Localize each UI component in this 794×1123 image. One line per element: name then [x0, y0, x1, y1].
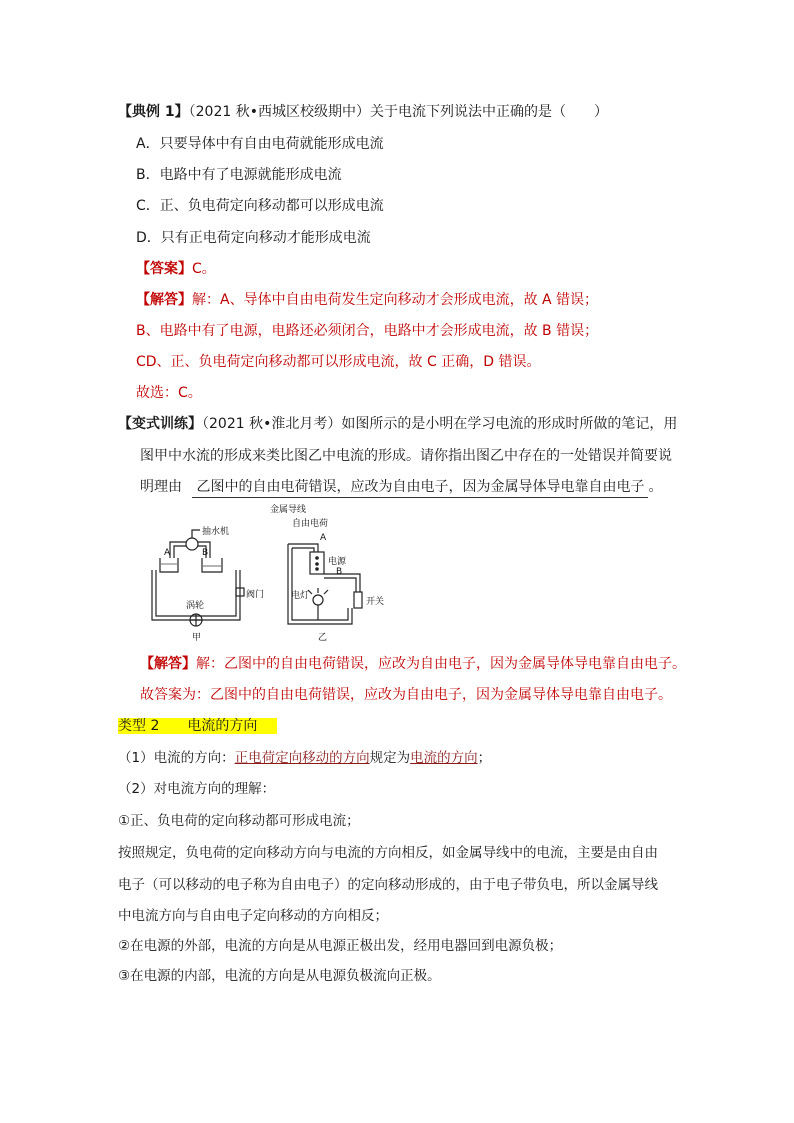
analysis-tag: 【解答】	[136, 292, 192, 308]
answer-tag: 【答案】	[136, 261, 192, 277]
option-b: B．电路中有了电源就能形成电流	[136, 167, 342, 183]
switch-label: 开关	[366, 597, 385, 607]
figure-right-caption: 乙	[318, 633, 328, 643]
charge-label: 自由电荷	[292, 519, 329, 529]
variant-analysis	[140, 654, 686, 674]
wire-label: 金属导线	[270, 505, 307, 515]
type2-p1	[118, 748, 491, 768]
answer-blank: 乙图中的自由电荷错误，应改为自由电子，因为金属导体导电靠自由电子	[192, 477, 648, 498]
lamp-label: 电灯	[291, 591, 310, 601]
p1-underlined-1: 正电荷定向移动的方向	[234, 750, 370, 766]
variant-line3-prefix: 明理由	[140, 479, 182, 495]
example1-analysis-line2: B、电路中有了电源，电路还必须闭合，电路中才会形成电流，故 B 错误；	[136, 323, 599, 339]
type2-p4a: 按照规定，负电荷的定向移动方向与电流的方向相反，如金属导线中的电流，主要是由自由	[118, 845, 658, 861]
p1-prefix: （1）电流的方向：	[118, 750, 235, 766]
type2-p5: ②在电源的外部，电流的方向是从电源正极出发，经用电器回到电源负极；	[118, 938, 563, 954]
electric-circuit-diagram	[288, 544, 362, 624]
example1-tag: 【典例 1】	[118, 104, 189, 120]
option-c: C．正、负电荷定向移动都可以形成电流	[136, 198, 384, 214]
variant-tag: 【变式训练】	[118, 416, 202, 432]
water-circuit-diagram	[152, 530, 244, 626]
type2-p4c: 中电流方向与自由电子定向移动的方向相反；	[118, 908, 388, 924]
p1-underlined-2: 电流的方向	[410, 750, 478, 766]
option-a: A．只要导体中有自由电荷就能形成电流	[136, 136, 384, 152]
variant-line3	[140, 477, 662, 498]
option-d: D．只有正电荷定向移动才能形成电流	[136, 230, 371, 246]
turbine-label: 涡轮	[186, 601, 205, 611]
example1-analysis-line1	[136, 290, 598, 310]
example1-source: （2021 秋•西城区校级期中）	[188, 104, 370, 120]
example1-question-text: 关于电流下列说法中正确的是（ ）	[369, 104, 608, 120]
analysis-text: 解：A、导体中自由电荷发生定向移动才会形成电流，故 A 错误；	[192, 292, 599, 308]
type2-p6: ③在电源的内部，电流的方向是从电源负极流向正极。	[118, 968, 441, 984]
variant-analysis-text: 解：乙图中的自由电荷错误，应改为自由电子，因为金属导体导电靠自由电子。	[196, 656, 686, 672]
variant-line3-suffix: 。	[648, 479, 663, 495]
example1-question	[118, 102, 608, 122]
type2-heading-text: 类型 2 电流的方向	[118, 718, 277, 734]
left-b-label: B	[202, 548, 209, 558]
circuit-analogy-figure	[140, 500, 390, 645]
right-b-label: B	[336, 567, 343, 577]
variant-answer: 故答案为：乙图中的自由电荷错误，应改为自由电子，因为金属导体导电靠自由电子。	[140, 687, 672, 703]
type2-heading	[118, 716, 277, 736]
source-label: 电源	[328, 557, 347, 567]
left-a-label: A	[164, 548, 171, 558]
p1-suffix: ；	[477, 750, 492, 766]
type2-p2: （2）对电流方向的理解：	[118, 781, 276, 797]
variant-text1: （2021 秋•淮北月考）如图所示的是小明在学习电流的形成时所做的笔记，用	[202, 416, 678, 432]
valve-label: 阀门	[246, 590, 265, 600]
example1-choose: 故选：C。	[136, 385, 202, 401]
example1-answer	[136, 259, 216, 279]
variant-analysis-tag: 【解答】	[140, 656, 196, 672]
variant-line1	[118, 414, 677, 434]
type2-p3: ①正、负电荷的定向移动都可形成电流；	[118, 813, 360, 829]
type2-p4b: 电子（可以移动的电子称为自由电子）的定向移动形成的，由于电子带负电，所以金属导线	[118, 877, 658, 893]
pump-label: 抽水机	[202, 527, 230, 537]
right-a-label: A	[320, 533, 327, 543]
example1-analysis-line3: CD、正、负电荷定向移动都可以形成电流，故 C 正确，D 错误。	[136, 354, 541, 370]
p1-mid: 规定为	[369, 750, 411, 766]
variant-line2: 图甲中水流的形成来类比图乙中电流的形成。请你指出图乙中存在的一处错误并简要说	[140, 448, 672, 464]
answer-value: C。	[192, 261, 216, 277]
figure-left-caption: 甲	[192, 633, 202, 643]
